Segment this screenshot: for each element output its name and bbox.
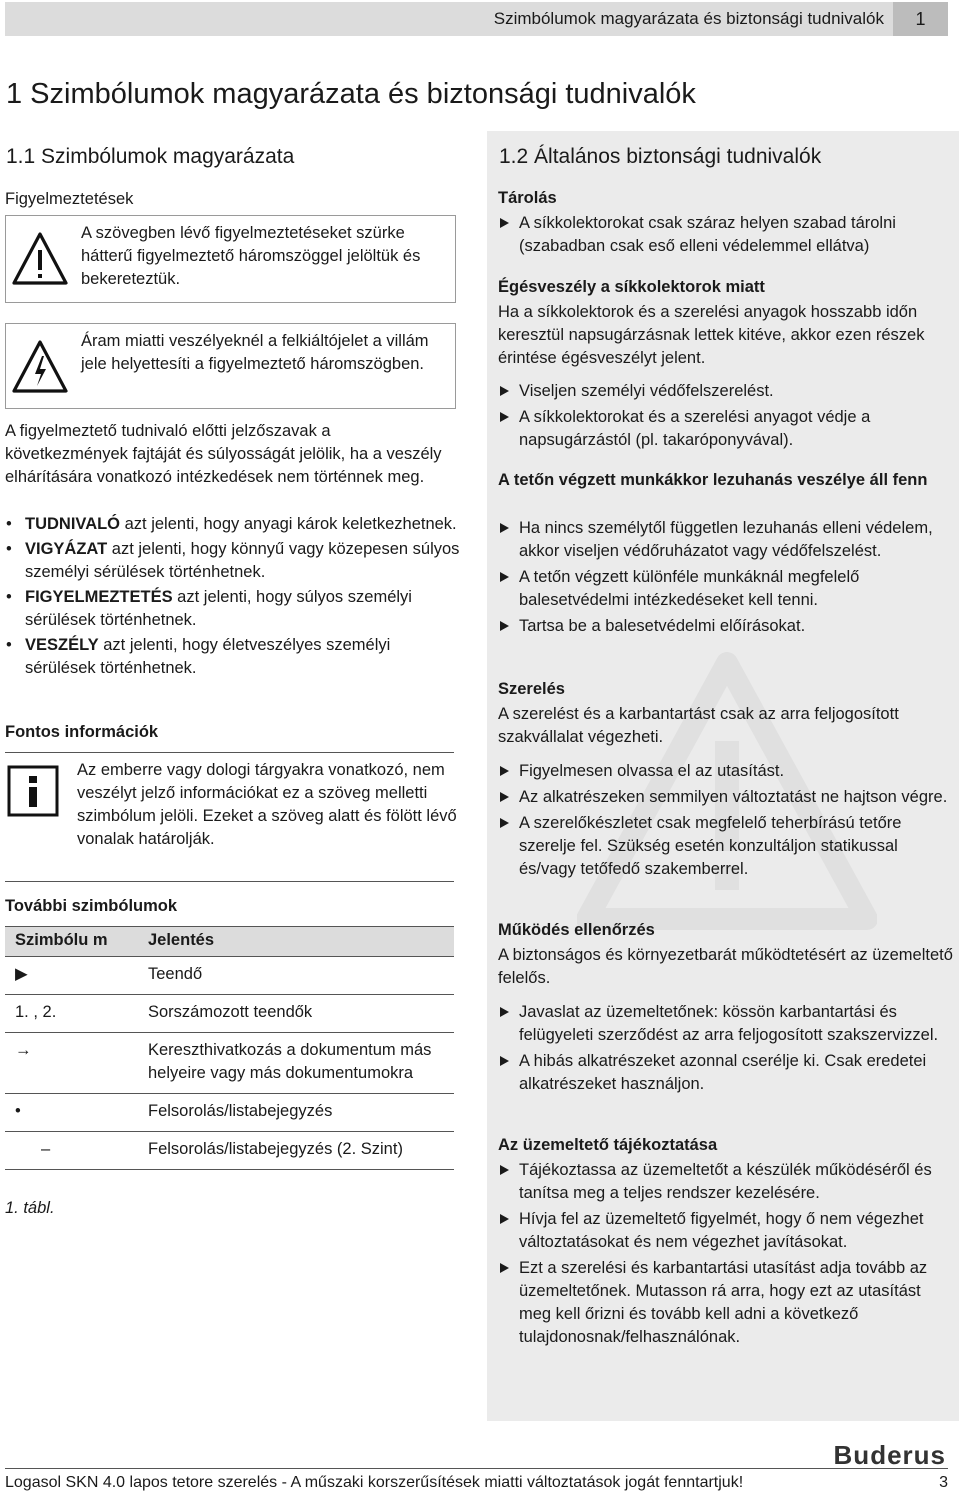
operation-text: A biztonságos és környezetbarát működtetésért az üzemeltető felelős. — [498, 946, 953, 987]
action-arrow-icon — [500, 1056, 509, 1066]
brand-logo: Buderus — [833, 1440, 946, 1470]
symbol-cell: 1. , 2. — [5, 995, 138, 1033]
action-arrow-icon — [500, 1165, 509, 1175]
meaning-cell: Felsorolás/listabejegyzés (2. Szint) — [138, 1132, 454, 1170]
meaning-cell: Kereszthivatkozás a dokumentum más helyeire vagy más dokumentumokra — [138, 1033, 454, 1094]
warning-box-text: A szövegben lévő figyelmeztetéseket szürke hátterű figyelmeztető háromszöggel jelöltük és bekereteztük. — [73, 216, 455, 302]
signal-text: azt jelenti, hogy könnyű vagy közepesen súlyos személyi sérülések történhetnek. — [25, 540, 460, 581]
page-title: 1 Szimbólumok magyarázata és biztonsági tudnivalók — [6, 78, 696, 110]
table-row — [5, 1033, 454, 1094]
list-item — [498, 812, 953, 881]
table-row — [5, 995, 454, 1033]
action-arrow-icon — [500, 818, 509, 828]
section-title-1-2: 1.2 Általános biztonsági tudnivalók — [499, 145, 822, 168]
bullet-dot-icon: • — [6, 636, 12, 654]
storage-heading: Tárolás — [498, 189, 557, 207]
important-heading: Fontos információk — [5, 723, 159, 741]
operation-heading: Működés ellenőrzés — [498, 921, 655, 939]
header-title: Szimbólumok magyarázata és biztonsági tudnivalók — [493, 9, 884, 28]
action-arrow-icon — [500, 572, 509, 582]
warning-triangle-icon — [11, 230, 69, 288]
bullet-dot-icon: • — [6, 515, 12, 533]
signal-text: azt jelenti, hogy anyagi károk keletkezhetnek. — [120, 515, 457, 533]
more-symbols-heading: További szimbólumok — [5, 897, 178, 915]
divider — [5, 881, 454, 882]
signal-word: TUDNIVALÓ — [25, 515, 121, 533]
signal-words-list — [5, 513, 460, 682]
symbol-cell: – — [5, 1132, 138, 1170]
page-number: 3 — [939, 1474, 948, 1491]
table-row — [5, 957, 454, 995]
symbol-cell: → — [5, 1033, 138, 1094]
list-item — [498, 615, 953, 638]
bullet-dot-icon: • — [6, 540, 12, 558]
signal-text: azt jelenti, hogy életveszélyes személyi sérülések történhetnek. — [25, 636, 391, 677]
signal-text: azt jelenti, hogy súlyos személyi sérülések történhetnek. — [25, 588, 412, 629]
warning-box-general — [5, 215, 456, 303]
fall-heading: A tetőn végzett munkákkor lezuhanás veszélye áll fenn — [498, 471, 928, 489]
warnings-heading: Figyelmeztetések — [5, 190, 134, 208]
signal-words-intro: A figyelmeztető tudnivaló előtti jelzőszavak a következmények fajtáját és súlyosságát jelölik, ha a veszély elhárítására vonatkozó intézkedések nem történnek meg. — [5, 422, 442, 486]
symbol-cell: • — [5, 1094, 138, 1132]
electric-warning-triangle-icon — [11, 338, 69, 396]
electric-warning-text: Áram miatti veszélyeknél a felkiáltójelet a villám jele helyettesíti a figyelmeztető háromszögben. — [73, 324, 455, 408]
list-item — [498, 406, 953, 452]
signal-word: FIGYELMEZTETÉS — [25, 588, 173, 606]
action-arrow-icon — [500, 621, 509, 631]
list-item-text: Tájékoztassa az üzemeltetőt a készülék működéséről és tanítsa meg a teljes rendszer kezelésére. — [519, 1161, 932, 1202]
list-item-text: Viseljen személyi védőfelszerelést. — [519, 382, 774, 400]
section-title-1-1: 1.1 Szimbólumok magyarázata — [6, 145, 295, 168]
action-arrow-icon — [500, 792, 509, 802]
table-header-row — [5, 927, 454, 957]
action-arrow-icon — [500, 412, 509, 422]
burn-text: Ha a síkkolektorok és a szerelési anyagok hosszabb időn keresztül napsugárzásnak lettek kitéve, akkor ezen részek érintése égésveszélyt jelent. — [498, 303, 925, 367]
footer-text: Logasol SKN 4.0 lapos tetore szerelés - A műszaki korszerűsítések miatti változtatások jogát fenntartjuk! — [5, 1474, 744, 1491]
list-item — [498, 1001, 953, 1047]
list-item — [498, 517, 953, 563]
meaning-cell: Teendő — [138, 957, 454, 995]
list-item-text: A hibás alkatrészeket azonnal cserélje ki. Csak eredetei alkatrészeket használjon. — [519, 1052, 927, 1093]
burn-list — [498, 380, 953, 455]
install-list — [498, 760, 953, 884]
list-item-text: A szerelőkészletet csak megfelelő teherbírású tetőre szerelje fel. Szükség esetén konzultáljon statikussal és/vagy tetőfedő szakemberrel. — [519, 814, 902, 878]
meaning-cell: Sorszámozott teendők — [138, 995, 454, 1033]
electric-warning-icon-cell — [6, 324, 73, 408]
action-arrow-icon — [500, 386, 509, 396]
list-item-text: Javaslat az üzemeltetőnek: kössön karbantartási és felügyeleti szerződést az arra feljogosított szakszervizzel. — [519, 1003, 939, 1044]
action-arrow-icon — [500, 218, 509, 228]
info-icon — [7, 765, 59, 817]
list-item-text: Az alkatrészeken semmilyen változtatást ne hajtson végre. — [519, 788, 948, 806]
action-arrow-icon — [500, 1214, 509, 1224]
install-heading: Szerelés — [498, 680, 565, 698]
signal-word: VIGYÁZAT — [25, 540, 108, 558]
list-item — [498, 1159, 953, 1205]
symbol-cell: ▶ — [5, 957, 138, 995]
action-arrow-icon — [500, 1007, 509, 1017]
storage-list — [498, 212, 953, 261]
divider — [5, 752, 454, 753]
fall-list — [498, 517, 953, 641]
table-row — [5, 1132, 454, 1170]
operator-heading: Az üzemeltető tájékoztatása — [498, 1136, 718, 1154]
table-header-meaning: Jelentés — [138, 927, 454, 957]
action-arrow-icon — [500, 1263, 509, 1273]
signal-word: VESZÉLY — [25, 636, 99, 654]
list-item-text: Figyelmesen olvassa el az utasítást. — [519, 762, 785, 780]
list-item — [498, 786, 953, 809]
list-item-text: Ezt a szerelési és karbantartási utasítást adja tovább az üzemeltetőnek. Mutasson rá arra, hogy ezt az utasítást meg kell őrizni és tovább kell adni a következő tulajdonosnak/felhasználónak. — [519, 1259, 928, 1346]
list-item — [5, 538, 460, 584]
list-item-text: Hívja fel az üzemeltető figyelmét, hogy ő nem végezhet változtatásokat és nem végezhet javításokat. — [519, 1210, 924, 1251]
list-item-text: Tartsa be a balesetvédelmi előírásokat. — [519, 617, 806, 635]
install-text: A szerelést és a karbantartást csak az arra feljogosított szakvállalat végezheti. — [498, 705, 899, 746]
list-item — [5, 586, 460, 632]
bullet-dot-icon: • — [6, 588, 12, 606]
list-item-text: A síkkolektorokat és a szerelési anyagot védje a napsugárzástól (pl. takaróponyvával). — [519, 408, 871, 449]
action-arrow-icon — [500, 523, 509, 533]
action-arrow-icon — [500, 766, 509, 776]
important-info-text: Az emberre vagy dologi tárgyakra vonatkozó, nem veszélyt jelző információkat ez a szöveg melletti szimbólum jelöli. Ezeket a szöveg alatt és fölött lévő vonalak határolják. — [77, 761, 457, 848]
list-item — [498, 212, 953, 258]
operation-list — [498, 1001, 953, 1099]
list-item — [498, 1257, 953, 1349]
list-item — [498, 760, 953, 783]
table-header-symbol: Szimbólu m — [5, 927, 138, 957]
list-item — [498, 380, 953, 403]
list-item-text: Ha nincs személytől független lezuhanás elleni védelem, akkor viseljen védőruházatot vagy védőfelszelést. — [519, 519, 933, 560]
list-item — [498, 1208, 953, 1254]
burn-heading: Égésveszély a síkkolektorok miatt — [498, 278, 765, 296]
list-item — [5, 513, 460, 536]
warning-box-electric — [5, 323, 456, 409]
operator-list — [498, 1159, 953, 1352]
list-item-text: A tetőn végzett különféle munkáknál megfelelő balesetvédelmi intézkedéseket kell tenni. — [519, 568, 860, 609]
table-row — [5, 1094, 454, 1132]
list-item — [5, 634, 460, 680]
warning-icon-cell — [6, 216, 73, 302]
chapter-number: 1 — [893, 2, 948, 36]
list-item — [498, 1050, 953, 1096]
meaning-cell: Felsorolás/listabejegyzés — [138, 1094, 454, 1132]
list-item — [498, 566, 953, 612]
footer-divider — [5, 1468, 948, 1469]
list-item-text: A síkkolektorokat csak száraz helyen szabad tárolni (szabadban csak eső elleni védelemmel ellátva) — [519, 214, 896, 255]
symbols-table — [5, 926, 454, 1170]
table-caption: 1. tábl. — [5, 1199, 55, 1217]
